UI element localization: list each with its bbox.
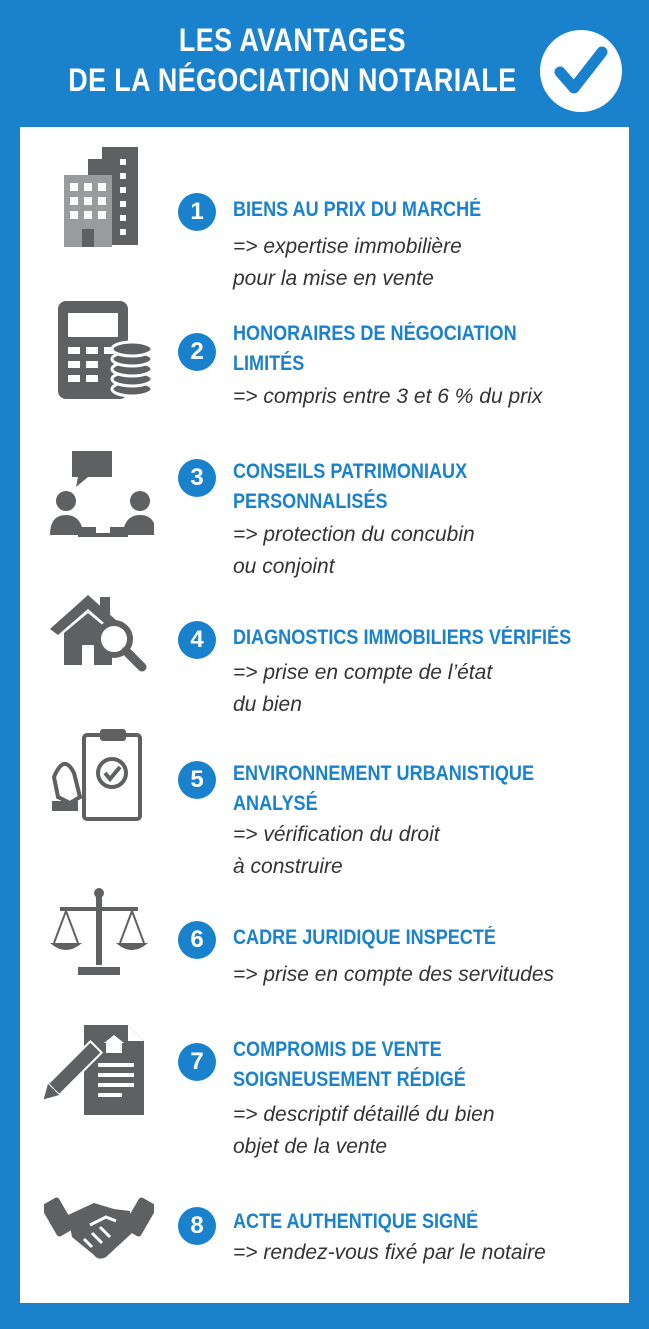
checkmark-icon xyxy=(540,30,622,112)
title-line-2: DE LA NÉGOCIATION NOTARIALE xyxy=(68,62,517,98)
item-number-badge: 3 xyxy=(178,459,216,497)
item-heading: CADRE JURIDIQUE INSPECTÉ xyxy=(233,926,496,949)
item-description: => descriptif détaillé du bien objet de la vente xyxy=(233,1103,495,1158)
item-heading: DIAGNOSTICS IMMOBILIERS VÉRIFIÉS xyxy=(233,626,572,649)
item-description: => expertise immobilière pour la mise en vente xyxy=(233,235,462,290)
item-heading: COMPROMIS DE VENTE SOIGNEUSEMENT RÉDIGÉ xyxy=(233,1038,466,1091)
item-number-badge: 6 xyxy=(178,921,216,959)
item-heading: ACTE AUTHENTIQUE SIGNÉ xyxy=(233,1210,479,1233)
item-description: => compris entre 3 et 6 % du prix xyxy=(233,385,543,408)
item-number-badge: 2 xyxy=(178,333,216,371)
house-search-icon xyxy=(44,589,154,685)
advantages-panel xyxy=(20,127,629,1303)
item-heading: CONSEILS PATRIMONIAUX PERSONNALISÉS xyxy=(233,460,468,513)
document-pen-icon xyxy=(44,1021,154,1117)
item-description: => prise en compte de l’état du bien xyxy=(233,661,493,716)
item-heading: BIENS AU PRIX DU MARCHÉ xyxy=(233,198,482,221)
item-number-badge: 4 xyxy=(178,621,216,659)
item-number-badge: 8 xyxy=(178,1207,216,1245)
item-description: => rendez-vous fixé par le notaire xyxy=(233,1241,546,1264)
title-line-1: LES AVANTAGES xyxy=(178,22,406,58)
item-number-badge: 5 xyxy=(178,761,216,799)
item-number-badge: 7 xyxy=(178,1043,216,1081)
item-description: => vérification du droit à construire xyxy=(233,823,440,878)
handshake-icon xyxy=(44,1181,154,1277)
item-description: => protection du concubin ou conjoint xyxy=(233,523,475,578)
page-title xyxy=(47,20,538,100)
clipboard-check-icon xyxy=(44,727,154,823)
calculator-coins-icon xyxy=(44,299,154,395)
building-icon xyxy=(44,145,154,241)
item-description: => prise en compte des servitudes xyxy=(233,963,555,986)
scales-icon xyxy=(44,885,154,981)
meeting-icon xyxy=(44,449,154,545)
item-number-badge: 1 xyxy=(178,193,216,231)
item-heading: ENVIRONNEMENT URBANISTIQUE ANALYSÉ xyxy=(233,762,535,815)
item-heading: HONORAIRES DE NÉGOCIATION LIMITÉS xyxy=(233,322,517,375)
